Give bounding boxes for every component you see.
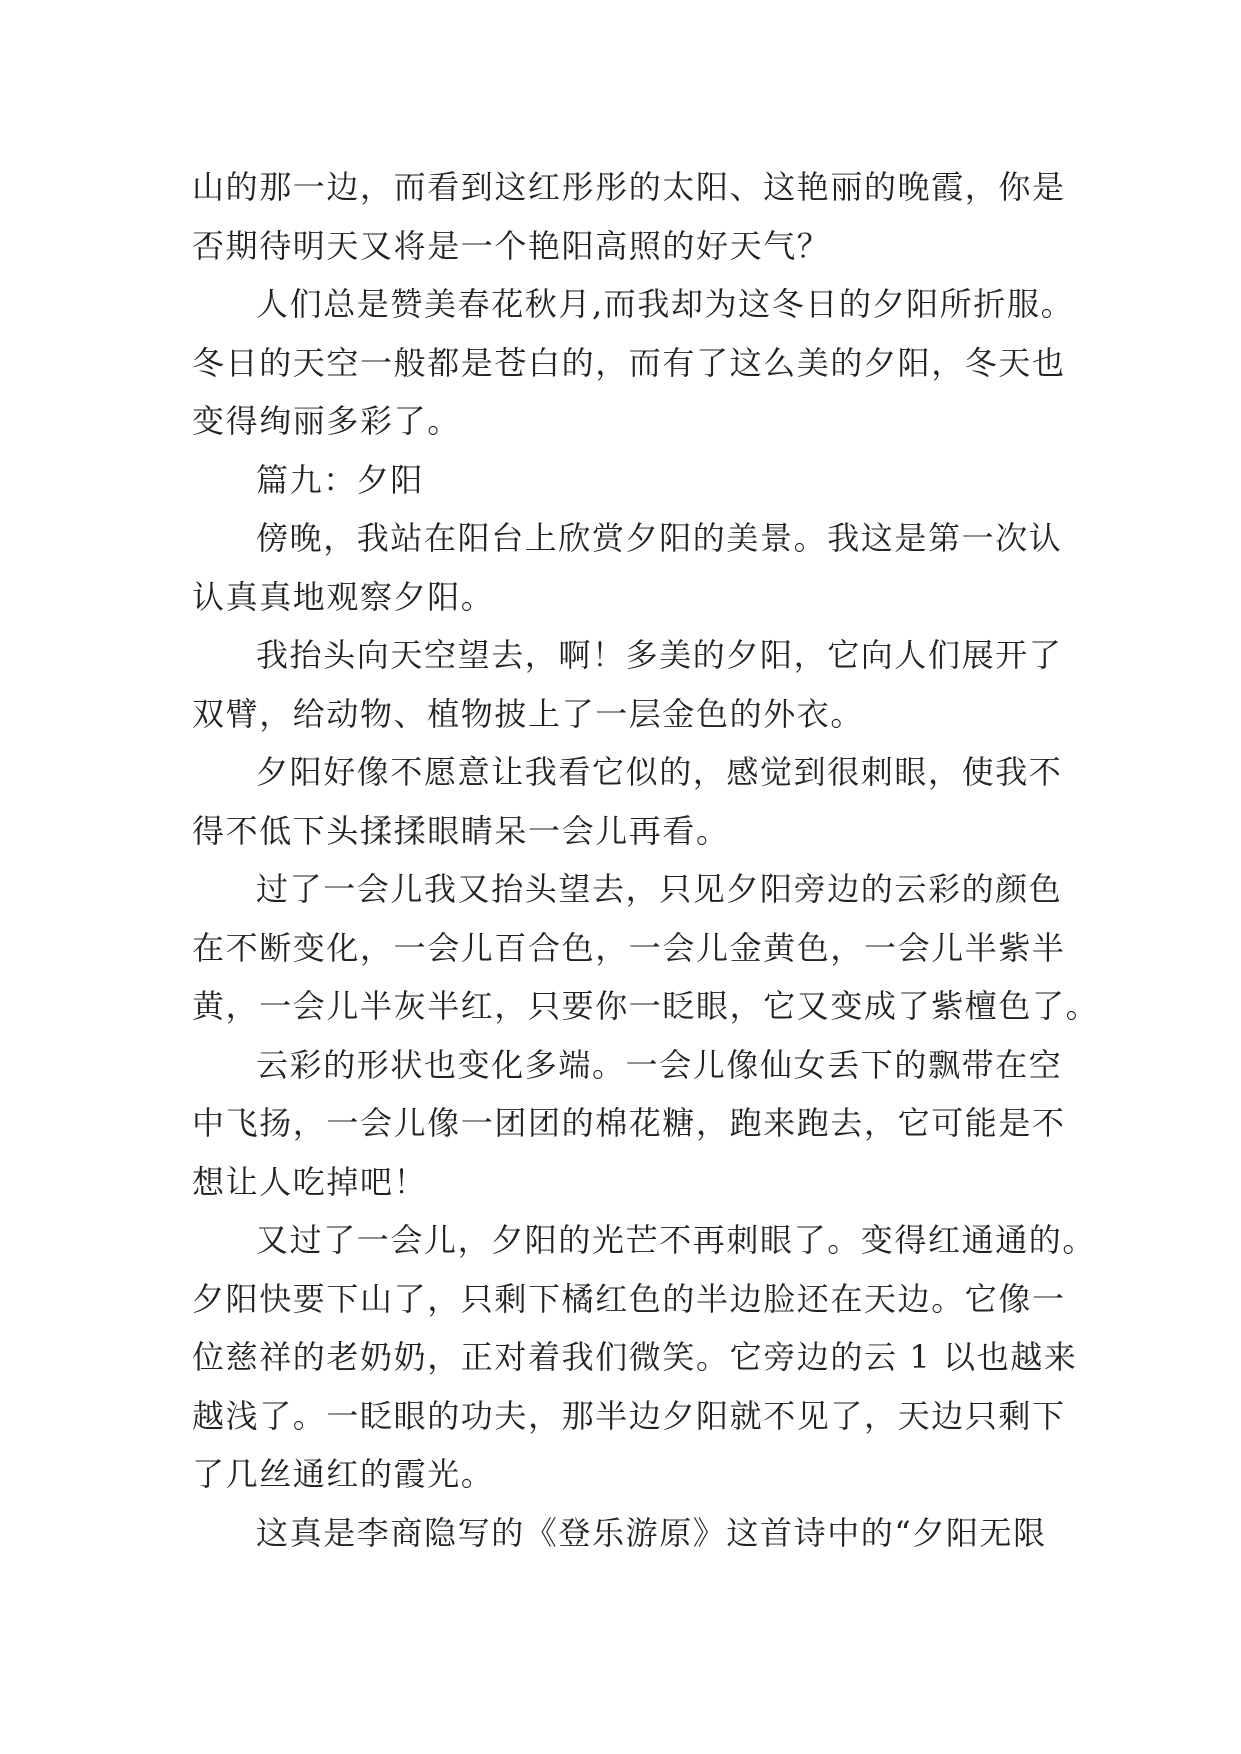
text-line: 了几丝通红的霞光。 xyxy=(192,1455,495,1493)
text-line: 过了一会儿我又抬头望去，只见夕阳旁边的云彩的颜色 xyxy=(256,870,1063,908)
text-line: 认真真地观察夕阳。 xyxy=(192,577,495,616)
text-line: 得不低下头揉揉眼睛呆一会儿再看。 xyxy=(192,811,730,850)
text-line: 又过了一会儿，夕阳的光芒不再刺眼了。变得红通通的。 xyxy=(256,1221,1097,1259)
text-line: 我抬头向天空望去，啊！多美的夕阳，它向人们展开了 xyxy=(256,636,1063,674)
text-line: 越浅了。一眨眼的功夫，那半边夕阳就不见了，天边只剩下 xyxy=(192,1396,1066,1435)
text-line: 夕阳快要下山了，只剩下橘红色的半边脸还在天边。它像一 xyxy=(192,1279,1066,1318)
text-line: 双臂，给动物、植物披上了一层金色的外衣。 xyxy=(192,694,865,733)
text-line: 人们总是赞美春花秋月,而我却为这冬日的夕阳所折服。 xyxy=(256,285,1075,323)
text-line: 云彩的形状也变化多端。一会儿像仙女丢下的飘带在空 xyxy=(256,1045,1063,1084)
text-line: 否期待明天又将是一个艳阳高照的好天气？ xyxy=(192,226,831,265)
text-line: 冬日的天空一般都是苍白的，而有了这么美的夕阳，冬天也 xyxy=(192,343,1066,382)
text-line: 这真是李商隐写的《登乐游原》这首诗中的“夕阳无限 xyxy=(256,1513,1047,1552)
text-line: 位慈祥的老奶奶，正对着我们微笑。它旁边的云 1 以也越来 xyxy=(192,1338,1078,1376)
text-line: 想让人吃掉吧！ xyxy=(192,1162,428,1201)
text-line: 夕阳好像不愿意让我看它似的，感觉到很刺眼，使我不 xyxy=(256,753,1063,791)
section-heading: 篇九：夕阳 xyxy=(256,460,425,499)
text-line: 黄，一会儿半灰半红，只要你一眨眼，它又变成了紫檀色了。 xyxy=(192,987,1100,1025)
text-line: 山的那一边，而看到这红彤彤的太阳、这艳丽的晚霞，你是 xyxy=(192,168,1066,206)
text-line: 在不断变化，一会儿百合色，一会儿金黄色，一会儿半紫半 xyxy=(192,928,1066,967)
text-line: 中飞扬，一会儿像一团团的棉花糖，跑来跑去，它可能是不 xyxy=(192,1104,1066,1142)
text-line: 变得绚丽多彩了。 xyxy=(192,402,461,440)
body-text xyxy=(192,158,1100,1562)
text-line: 傍晚，我站在阳台上欣赏夕阳的美景。我这是第一次认 xyxy=(256,519,1063,557)
